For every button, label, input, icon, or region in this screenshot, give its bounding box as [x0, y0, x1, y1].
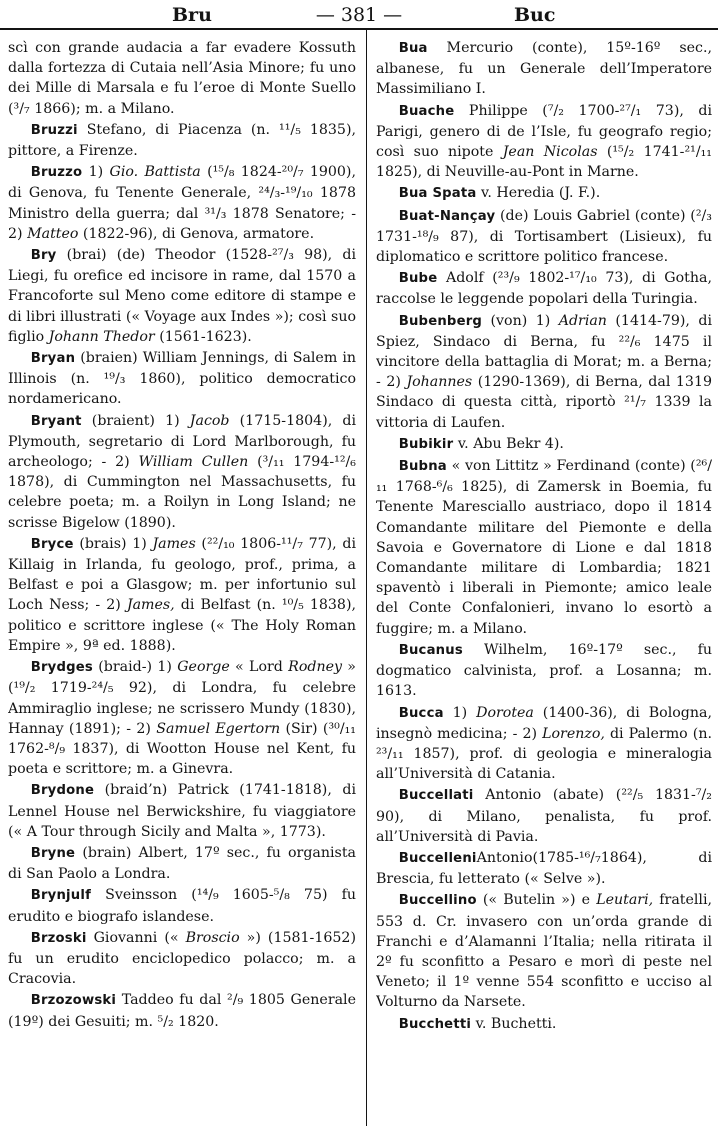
entry-italic-name: Johannes [406, 374, 473, 391]
entry-headword: Brzoski [30, 930, 87, 946]
entry-headword: Buccellati [398, 788, 474, 804]
dictionary-entry-bucanus [376, 640, 712, 702]
left-column [8, 38, 356, 1126]
entry-italic-name: James, [126, 597, 175, 614]
page-number: — 381 — [315, 4, 403, 26]
dictionary-entry-bua [376, 38, 712, 100]
dictionary-entry-bruzzo [8, 162, 356, 244]
dictionary-entry-bruzzi [8, 120, 356, 161]
entry-text: (1400-36), di Bologna, insegnò medicina; - 2) [376, 704, 712, 742]
entry-headword: Bruzzi [30, 122, 78, 138]
dictionary-entry-bube [376, 268, 712, 309]
column-divider [366, 30, 367, 1126]
entry-text: (brai) (de) Theodor (1528-²⁷/₃ 98), di Liegi, fu orefice ed incisore in rame, dal 1570 a Francoforte sul Meno come editore di stampe e di libri illustrati (« Voyage aux Indes »); così suo figlio [8, 247, 356, 345]
dictionary-entry-bubna [376, 456, 712, 639]
entry-text: di Palermo (n. ²³/₁₁ 1857), prof. di geologia e mineralogia all’Università di Catania. [376, 725, 712, 783]
entry-headword: Brzozowski [30, 993, 117, 1009]
entry-headword: Brydone [30, 783, 95, 799]
entry-headword: Brynjulf [30, 888, 92, 904]
entry-headword: Bucca [398, 705, 444, 721]
dictionary-entry-continuation [8, 38, 356, 119]
dictionary-entry-bryan [8, 348, 356, 410]
dictionary-entry-brynjulf [8, 885, 356, 926]
entry-text: (« Butelin ») e [476, 892, 597, 909]
entry-italic-name: William Cullen [138, 454, 249, 471]
dictionary-entry-brzoski [8, 928, 356, 990]
entry-headword: Bruzzo [30, 165, 83, 181]
entry-text: (braid-) 1) [92, 659, 178, 676]
entry-text: (³/₁₁ 1794-¹²/₆ 1878), di Cummington nel Massachusetts, fu celebre poeta; m. a Roilyn in Long Island; ne scrisse Bigelow (1890). [8, 454, 356, 531]
entry-text: v. Heredia (J. F.). [476, 185, 601, 202]
entry-text: Antonio (abate) (²²/₅ 1831-⁷/₂ 90), di Milano, penalista, fu prof. all’Università di Pavia. [376, 787, 712, 845]
entry-headword: Buccelleni [398, 850, 477, 866]
dictionary-entry-brzozowski [8, 990, 356, 1031]
entry-text: v. Abu Bekr 4). [453, 435, 564, 452]
entry-italic-name: James [152, 535, 196, 552]
entry-text: Wilhelm, 16º-17º sec., fu dogmatico calvinista, prof. a Losanna; m. 1613. [376, 641, 712, 700]
entry-headword: Bryan [30, 351, 76, 367]
dictionary-entry-bryant [8, 411, 356, 533]
dictionary-entry-buccellati [376, 785, 712, 847]
entry-text: Sveinsson (¹⁴/₉ 1605-⁵/₈ 75) fu erudito e biografo islandese. [8, 887, 356, 925]
entry-text: « von Littitz » Ferdinand (conte) (²⁶/₁₁ 1768-⁶/₆ 1825), di Zamersk in Boemia, fu Tenente Maresciallo austriaco, dopo il 1814 Comandante militare del Piemonte e della Savoia e Governatore di Lione e dal 1818 Comandante militare di Lombardia; 1821 spaventò i liberali in Piemonte; amico leale del Conte Confalonieri, invano lo esortò a fuggire; m. a Milano. [376, 458, 712, 637]
entry-text: Philippe (⁷/₂ 1700-²⁷/₁ 73), di Parigi, genero di de l’Isle, fu geografo regio; così suo nipote [376, 102, 712, 161]
entry-headword: Bubna [398, 459, 447, 475]
entry-italic-name: Jean Nicolas [502, 144, 598, 161]
entry-text: 1) [443, 704, 477, 721]
entry-headword: Bube [398, 271, 438, 287]
entry-headword: Bryce [30, 536, 74, 552]
entry-text: ») (1581-1652) fu un erudito enciclopedico polacco; m. a Cracovia. [8, 929, 356, 988]
dictionary-entry-brydges [8, 657, 356, 779]
entry-text: scì con grande audacia a far evadere Kossuth dalla fortezza di Cutaia nell’Asia Minore; fu uno dei Mille di Marsala e fu l’eroe di Monte Suello (³/₇ 1866); m. a Milano. [8, 40, 356, 117]
entry-headword: Buat-Nançay [398, 208, 496, 224]
entry-text: (¹⁵/₂ 1741-²¹/₁₁ 1825), di Neuville-au-Pont in Marne. [376, 144, 712, 181]
entry-text: di Belfast (n. ¹⁰/₅ 1838), politico e scrittore inglese (« The Holy Roman Empire », 9ª ed. 1888). [8, 597, 356, 654]
entry-text: Adolf (²³/₉ 1802-¹⁷/₁₀ 73), di Gotha, raccolse le leggende popolari della Turingia. [376, 270, 712, 308]
entry-italic-name: Lorenzo, [542, 725, 605, 742]
dictionary-entry-buccelleni [376, 848, 712, 889]
entry-headword: Bucchetti [398, 1016, 472, 1032]
entry-text: « Lord [229, 659, 289, 676]
dictionary-entry-brydone [8, 780, 356, 842]
entry-text: Mercurio (conte), 15º-16º sec., albanese, fu un Generale dell’Imperatore Massimiliano I. [376, 40, 712, 98]
entry-text: (Sir) (³⁰/₁₁ 1762-⁸/₉ 1837), di Wootton House nel Kent, fu poeta e scrittore; m. a Ginevra. [8, 720, 356, 778]
entry-italic-name: Broscio [185, 929, 240, 946]
entry-headword: Buache [398, 103, 455, 119]
entry-italic-name: Adrian [558, 312, 607, 329]
running-header [0, 0, 718, 30]
entry-text: (braient) 1) [81, 412, 190, 429]
dictionary-entry-buat-nancay [376, 206, 712, 268]
entry-headword: Bua Spata [398, 186, 477, 202]
entry-text: fratelli, 553 d. Cr. invasero con un’orda grande di Franchi e d’Alamanni l’Italia; nella ritirata il 2º fu sconfitto a Pesaro e morì di peste nel Veneto; il 1º venne 554 sconfitto e ucciso al Volturno da Narsete. [376, 892, 712, 1011]
entry-text: (de) Louis Gabriel (conte) (²/₃ 1731-¹⁸/₉ 87), di Tortisambert (Lisieux), fu diplomatico e scrittore politico francese. [376, 207, 712, 266]
entry-text: v. Buchetti. [471, 1015, 557, 1032]
header-right-guideword: Buc [514, 4, 556, 26]
entry-text: (braien) William Jennings, di Salem in Illinois (n. ¹⁹/₃ 1860), politico democratico nordamericano. [8, 350, 356, 408]
entry-text: (braid’n) Patrick (1741-1818), di Lennel House nel Berwickshire, fu viaggiatore (« A Tour through Sicily and Malta », 1773). [8, 782, 356, 840]
dictionary-entry-bry [8, 245, 356, 347]
dictionary-entry-bryne [8, 843, 356, 884]
entry-text: Taddeo fu dal ²/₉ 1805 Generale (19º) dei Gesuiti; m. ⁵/₂ 1820. [8, 992, 356, 1030]
entry-italic-name: Dorotea [476, 704, 534, 721]
entry-text: 1) [82, 164, 110, 181]
entry-headword: Bucanus [398, 642, 463, 658]
entry-text: (²²/₁₀ 1806-¹¹/₇ 77), di Killaig in Irlanda, fu geologo, prof., prima, a Belfast e poi a Glasgow; m. per infortunio sul Loch Ness; - 2) [8, 535, 356, 614]
entry-headword: Bua [398, 41, 428, 56]
entry-headword: Bubikir [398, 436, 454, 452]
dictionary-entry-bucca [376, 703, 712, 785]
entry-text: Giovanni (« [86, 929, 186, 946]
entry-text: » (¹⁹/₂ 1719-²⁴/₅ 92), di Londra, fu celebre Ammiraglio inglese; ne scrissero Mundy (1830), Hannay (1891); - 2) [8, 659, 356, 737]
dictionary-entry-buache [376, 101, 712, 183]
entry-italic-name: Johann Thedor [48, 328, 155, 345]
dictionary-entry-bucchetti [376, 1014, 712, 1035]
dictionary-entry-bubikir [376, 434, 712, 455]
entry-text: (1290-1369), di Berna, dal 1319 Sindaco di questa città, riportò ²¹/₇ 1339 la vittoria di Laufen. [376, 374, 712, 431]
entry-headword: Bry [30, 248, 57, 264]
entry-italic-name: Jacob [189, 412, 230, 429]
entry-headword: Bryant [30, 413, 82, 429]
entry-text: (von) 1) [482, 312, 559, 329]
entry-text: (brais) 1) [73, 535, 153, 552]
entry-text: (¹⁵/₈ 1824-²⁰/₇ 1900), di Genova, fu Tenente Generale, ²⁴/₃-¹⁹/₁₀ 1878 Ministro della guerra; dal ³¹/₃ 1878 Senatore; - 2) [8, 164, 356, 242]
header-left-guideword: Bru [172, 4, 212, 26]
entry-italic-name: George [177, 659, 230, 676]
entry-text: (1561-1623). [154, 328, 252, 345]
dictionary-entry-bryce [8, 534, 356, 656]
entry-text: Antonio(1785-¹⁶/₇1864), di Brescia, fu letterato (« Selve »). [376, 849, 712, 888]
entry-italic-name: Matteo [27, 225, 79, 242]
entry-headword: Bubenberg [398, 313, 483, 329]
right-column [376, 38, 712, 1126]
dictionary-entry-bua-spata [376, 183, 712, 204]
entry-italic-name: Gio. Battista [109, 164, 201, 181]
entry-text: (1715-1804), di Plymouth, segretario di Lord Marlborough, fu archeologo; - 2) [8, 412, 356, 471]
entry-headword: Buccellino [398, 893, 477, 909]
entry-italic-name: Rodney [288, 659, 343, 676]
entry-headword: Brydges [30, 660, 93, 676]
dictionary-entry-bubenberg [376, 311, 712, 433]
entry-text: (1414-79), di Spiez, Sindaco di Berna, fu ²²/₆ 1475 il vincitore della battaglia di Morat; m. a Berna; - 2) [376, 312, 712, 391]
entry-text: (brain) Albert, 17º sec., fu organista di San Paolo a Londra. [8, 844, 356, 883]
entry-headword: Bryne [30, 845, 76, 861]
entry-italic-name: Samuel Egertorn [156, 720, 281, 737]
entry-italic-name: Leutari, [596, 892, 654, 909]
dictionary-entry-buccellino [376, 890, 712, 1012]
entry-text: (1822-96), di Genova, armatore. [78, 225, 315, 242]
entry-text: Stefano, di Piacenza (n. ¹¹/₅ 1835), pittore, a Firenze. [8, 121, 356, 160]
